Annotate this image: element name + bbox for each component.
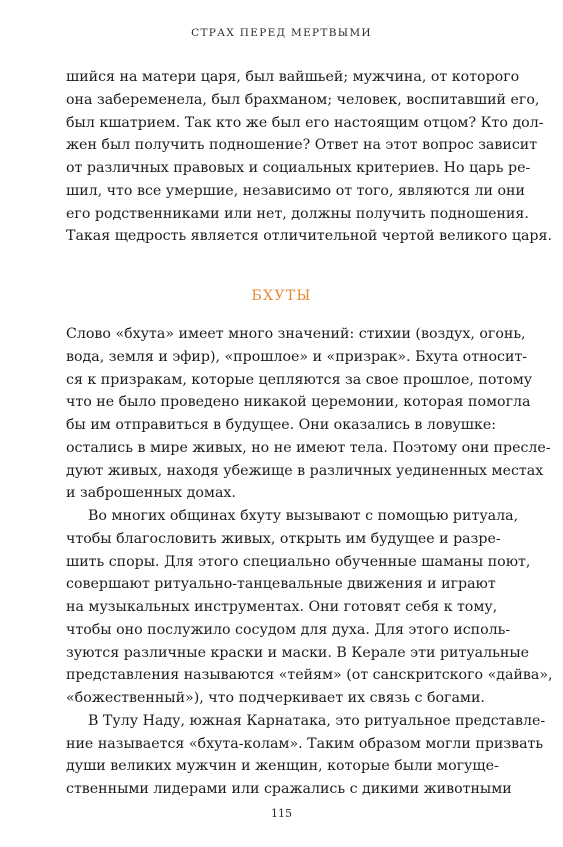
text-line: шить споры. Для этого специально обученные шаманы поют,	[66, 553, 531, 570]
text-line: от различных правовых и социальных критериев. Но царь ре-	[66, 160, 531, 176]
body-text-bottom	[66, 323, 553, 801]
text-line: ся к призракам, которые цепляются за свое прошлое, потому	[66, 371, 533, 388]
paragraph	[66, 505, 553, 710]
paragraph	[66, 323, 551, 505]
text-line: остались в мире живых, но не имеют тела. Поэтому они пресле-	[66, 439, 551, 456]
text-line: ние называется «бхута-колам». Таким образом могли призвать	[66, 735, 544, 752]
text-line: был кшатрием. Так кто же был его настоящим отцом? Кто дол-	[66, 114, 544, 131]
text-line: чтобы благословить живых, открыть им будущее и разре-	[66, 530, 501, 547]
running-head: СТРАХ ПЕРЕД МЕРТВЫМИ	[191, 27, 372, 39]
text-line: совершают ритуально-танцевальные движения и играют	[66, 576, 496, 593]
text-line: на музыкальных инструментах. Они готовят себя к тому,	[66, 599, 498, 615]
text-line: чтобы оно послужило сосудом для духа. Для этого исполь-	[66, 621, 511, 638]
text-line: души великих мужчин и женщин, которые были могуще-	[66, 758, 499, 775]
body-text-top	[66, 66, 552, 248]
paragraph	[66, 710, 546, 801]
text-line: вода, земля и эфир), «прошлое» и «призрак». Бхута относит-	[66, 348, 528, 365]
text-line: Во многих общинах бхуту вызывают с помощью ритуала,	[88, 508, 519, 524]
text-line: представления называются «тейям» (от санскритского «дайва»,	[66, 667, 553, 684]
text-line: ственными лидерами или сражались с дикими животными	[66, 781, 512, 797]
section-title: БХУТЫ	[251, 288, 312, 304]
text-line: жен был получить подношение? Ответ на этот вопрос зависит	[66, 137, 538, 154]
text-line: шийся на матери царя, был вайшьей; мужчина, от которого	[66, 69, 520, 85]
text-line: Слово «бхута» имеет много значений: стихии (воздух, огонь,	[66, 326, 526, 342]
page-number: 115	[271, 807, 292, 820]
text-line: его родственниками или нет, должны получить подношения.	[66, 205, 529, 222]
text-line: Такая щедрость является отличительной чертой великого царя.	[66, 228, 552, 245]
text-line: что не было проведено никакой церемонии, которая помогла	[66, 394, 531, 411]
text-line: бы им отправиться в будущее. Они оказались в ловушке:	[66, 417, 497, 433]
text-line: шил, что все умершие, независимо от того, являются ли они	[66, 182, 525, 199]
text-line: В Тулу Наду, южная Карнатака, это ритуальное представле-	[88, 712, 546, 729]
text-line: она забеременела, был брахманом; человек, воспитавший его,	[66, 91, 540, 108]
text-line: «божественный»), что подчеркивает их связь с богами.	[66, 690, 485, 706]
text-line: зуются различные краски и маски. В Керале эти ритуальные	[66, 644, 530, 661]
text-line: дуют живых, находя убежище в различных уединенных местах	[66, 462, 544, 479]
paragraph	[66, 66, 552, 248]
text-line: и заброшенных домах.	[66, 485, 236, 502]
